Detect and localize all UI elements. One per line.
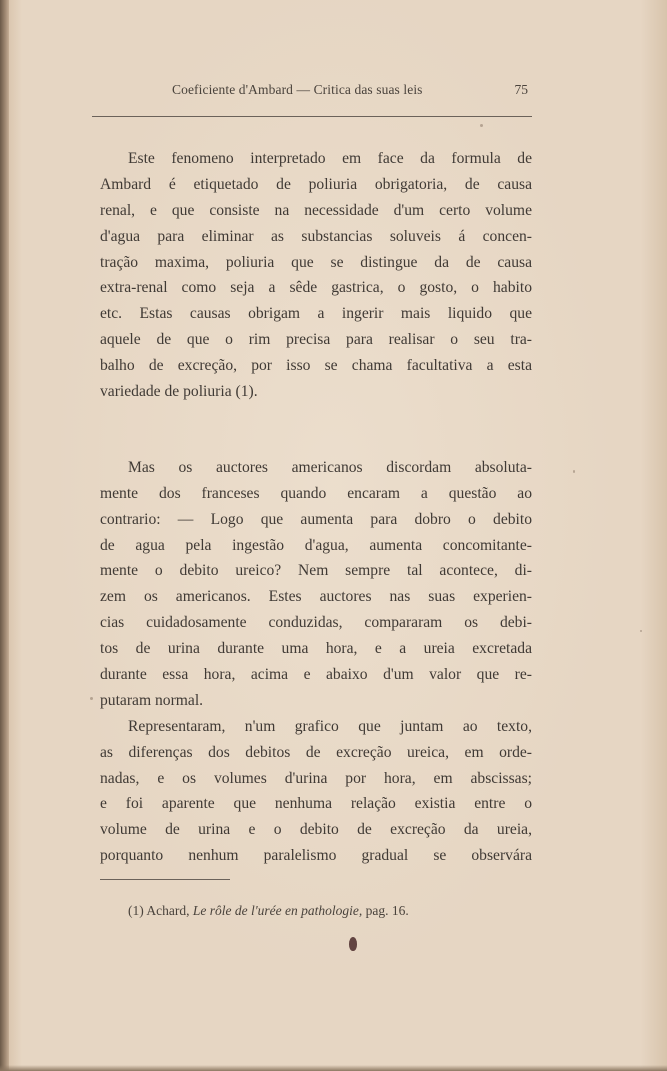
text-line: mente dos franceses quando encaram a questão ao (100, 484, 532, 502)
footnote (128, 903, 409, 919)
text-line: tos de urina durante uma hora, e a ureia excretada (100, 640, 532, 658)
paragraph-3 (100, 714, 532, 869)
text-line: Este fenomeno interpretado em face da formula de (128, 150, 532, 167)
text-line: aquele de que o rim precisa para realisar o seu tra- (100, 331, 532, 349)
footnote-title: Le rôle de l'urée en pathologie, (192, 903, 363, 918)
text-line: porquanto nenhum paralelismo gradual se observára (100, 847, 532, 865)
text-line: tração maxima, poliuria que se distingue da de causa (100, 253, 532, 271)
running-head (96, 82, 532, 102)
footnote-page-ref: pag. 16. (365, 903, 409, 918)
running-title: Coeficiente d'Ambard — Critica das suas leis (172, 82, 423, 97)
ink-blot (349, 937, 357, 951)
text-line: d'agua para eliminar as substancias soluveis á concen- (100, 227, 532, 245)
text-line: e foi aparente que nenhuma relação existia entre o (100, 795, 532, 813)
text-line: zem os americanos. Estes auctores nas suas experien- (100, 588, 532, 606)
text-line: contrario: — Logo que aumenta para dobro o debito (100, 510, 532, 528)
text-line: Mas os auctores americanos discordam absoluta- (128, 458, 532, 476)
body-text (100, 146, 532, 869)
text-line: cias cuidadosamente conduzidas, compararam os debi- (100, 614, 532, 632)
paper-speck (90, 697, 93, 700)
paragraph-1 (100, 146, 532, 405)
text-line: as diferenças dos debitos de excreção ureica, em orde- (100, 743, 532, 761)
text-line: renal, e que consiste na necessidade d'um certo volume (100, 201, 532, 219)
text-line: balho de excreção, por isso se chama facultativa a esta (100, 357, 532, 375)
header-rule (92, 116, 532, 117)
paragraph-2 (100, 455, 532, 714)
text-line: nadas, e os volumes d'urina por hora, em abscissas; (100, 769, 532, 787)
paragraph-gap (100, 405, 532, 455)
footnote-marker: (1) (128, 903, 144, 918)
paper-speck (480, 124, 483, 127)
paper-speck (640, 630, 642, 632)
footnote-rule (100, 879, 230, 880)
text-line: extra-renal como seja a sêde gastrica, o gosto, o habito (100, 279, 532, 297)
text-line: volume de urina e o debito de excreção da ureia, (100, 821, 532, 839)
page-number: 75 (514, 82, 528, 97)
text-line: putaram normal. (100, 691, 204, 709)
text-line: Ambard é etiquetado de poliuria obrigatoria, de causa (100, 175, 532, 193)
paper-speck (573, 470, 575, 473)
page-gutter-shadow (0, 0, 9, 1071)
page-bottom-edge (0, 1065, 667, 1071)
footnote-author: Achard, (146, 903, 190, 918)
text-line: Representaram, n'um grafico que juntam ao texto, (128, 717, 532, 735)
text-line: mente o debito ureico? Nem sempre tal acontece, di- (100, 562, 532, 580)
text-line: variedade de poliuria (1). (100, 383, 258, 401)
text-line: de agua pela ingestão d'agua, aumenta concomitante- (100, 536, 532, 554)
text-line: etc. Estas causas obrigam a ingerir mais liquido que (100, 305, 532, 323)
text-line: durante essa hora, acima e abaixo d'um valor que re- (100, 666, 532, 684)
